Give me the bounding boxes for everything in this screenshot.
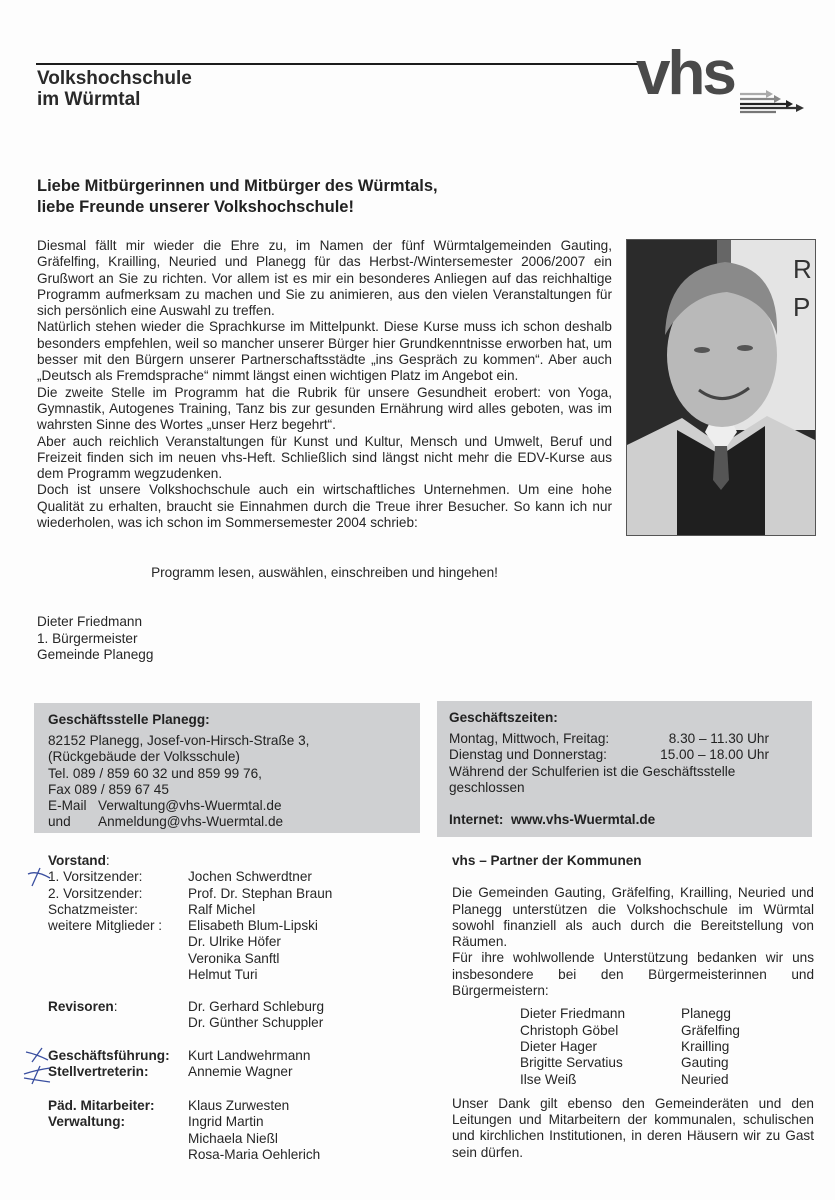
letter-paragraph: Doch ist unsere Volkshochschule auch ein wirtschaftliches Unternehmen. Um eine hohe Qualität zu erhalten, braucht sie Einnahmen durch die Treue ihrer Besucher. So kann ich nur wiederholen, was ich schon im Sommersemester 2004 schrieb: xyxy=(37,482,612,531)
board-row: weitere Mitglieder : Elisabeth Blum-Lipski xyxy=(48,918,318,934)
auditor-row xyxy=(48,1015,324,1031)
hours-time: 8.30 – 11.30 Uhr xyxy=(668,731,769,746)
internet-label: Internet: xyxy=(449,812,504,827)
hours-days: Montag, Mittwoch, Freitag: xyxy=(449,731,610,746)
hours-details xyxy=(449,731,804,796)
portrait-illustration xyxy=(627,240,815,535)
hours-row xyxy=(449,731,804,747)
arrows-icon xyxy=(740,90,804,114)
management-row: Geschäftsführung: Kurt Landwehrmann xyxy=(48,1048,311,1063)
hours-days: Dienstag und Donnerstag: xyxy=(449,747,607,763)
board-title: Vorstand: xyxy=(48,853,110,868)
staff-row: Michaela Nießl xyxy=(188,1130,278,1146)
hours-note: Während der Schulferien ist die Geschäftsstelle geschlossen xyxy=(449,763,736,795)
office-address: 82152 Planegg, Josef-von-Hirsch-Straße 3, xyxy=(48,733,310,748)
board-row: Veronika Sanftl xyxy=(188,950,280,966)
email-row xyxy=(48,798,309,814)
letter-paragraph: Die zweite Stelle im Programm hat die Rubrik für unsere Gesundheit erobert: von Yoga, Gymnastik, Autogenes Training, Tanz bis zur gesunden Ernährung wird alles geboten, was im wahrsten Sinne des Wortes „unser Herz begehrt“. xyxy=(37,384,612,433)
pen-cross-mark-icon xyxy=(26,866,52,888)
auditor-name: Dr. Günther Schuppler xyxy=(188,1015,324,1031)
email-link-verwaltung[interactable]: Verwaltung@vhs-Wuermtal.de xyxy=(98,798,282,814)
staff-row: Päd. Mitarbeiter: Klaus Zurwesten xyxy=(48,1098,290,1113)
greeting-line2: liebe Freunde unserer Volkshochschule! xyxy=(37,198,354,216)
office-phone: Tel. 089 / 859 60 32 und 859 99 76, xyxy=(48,765,262,781)
letter-motto: Programm lesen, auswählen, einschreiben und hingehen! xyxy=(151,565,498,580)
signature-block xyxy=(37,614,153,664)
portrait-photo xyxy=(626,239,816,536)
board-section xyxy=(48,853,332,983)
email-row xyxy=(48,814,309,830)
office-hours-box xyxy=(437,701,812,837)
management-section xyxy=(48,1048,310,1081)
auditor-row xyxy=(48,999,324,1015)
partner-section xyxy=(452,853,814,1161)
partner-paragraph: Unser Dank gilt ebenso den Gemeinderäten und den Leitungen und Mitarbeitern der kommunalen, schulischen und kirchlichen Institutionen, in deren Häusern wir zu Gast sein dürfen. xyxy=(452,1095,814,1160)
vhs-logo xyxy=(636,39,806,112)
email-link-anmeldung[interactable]: Anmeldung@vhs-Wuermtal.de xyxy=(98,814,284,830)
hours-title: Geschäftszeiten: xyxy=(449,710,558,725)
auditor-name: Dr. Gerhard Schleburg xyxy=(188,999,325,1014)
office-fax: Fax 089 / 859 67 45 xyxy=(48,781,169,797)
greeting-heading xyxy=(37,176,438,218)
org-title xyxy=(37,68,192,110)
signature-name: Dieter Friedmann xyxy=(37,614,143,629)
office-details xyxy=(48,733,309,831)
mayor-row: Brigitte Servatius Gauting xyxy=(520,1055,729,1071)
mayor-row: Dieter Hager Krailling xyxy=(520,1038,730,1054)
mayor-row: Christoph Göbel Gräfelfing xyxy=(520,1022,740,1038)
signature-title: 1. Bürgermeister xyxy=(37,630,138,646)
letter-body xyxy=(37,238,612,531)
office-title: Geschäftsstelle Planegg: xyxy=(48,712,210,727)
partner-paragraph: Für ihre wohlwollende Unterstützung bedanken wir uns insbesondere bei den Bürgermeisterinnen und Bürgermeistern: xyxy=(452,950,814,999)
pen-cross-mark-icon xyxy=(22,1064,52,1086)
internet-link[interactable]: www.vhs-Wuermtal.de xyxy=(510,812,656,827)
letter-paragraph: Aber auch reichlich Veranstaltungen für Kunst und Kultur, Mensch und Umwelt, Beruf und Freizeit finden sich im neuen vhs-Heft. Schließlich sind längst nicht mehr die EDV-Kurse aus dem Programm wegzudenken. xyxy=(37,433,612,482)
signature-org: Gemeinde Planegg xyxy=(37,647,154,662)
hours-time: 15.00 – 18.00 Uhr xyxy=(660,747,769,763)
header-rule xyxy=(36,63,638,65)
internet-line xyxy=(449,812,655,827)
partner-paragraph: Die Gemeinden Gauting, Gräfelfing, Krailling, Neuried und Planegg unterstützen die Volkshochschule im Würmtal sowohl finanziell als auch durch die Bereitstellung von Räumen. xyxy=(452,885,814,950)
auditors-label: Revisoren: xyxy=(48,999,118,1014)
auditors-section xyxy=(48,999,324,1032)
email-label: E-Mail xyxy=(48,798,87,814)
staff-row: Verwaltung: Ingrid Martin xyxy=(48,1114,264,1130)
greeting-line1: Liebe Mitbürgerinnen und Mitbürger des Würmtals, xyxy=(37,177,438,195)
staff-row: Rosa-Maria Oehlerich xyxy=(188,1146,321,1162)
pen-cross-mark-icon xyxy=(24,1046,50,1066)
logo-text: vhs xyxy=(636,39,734,108)
mayor-row: Dieter Friedmann Planegg xyxy=(520,1006,731,1022)
board-row: Helmut Turi xyxy=(188,967,258,983)
board-row: 2. Vorsitzender: Prof. Dr. Stephan Braun xyxy=(48,885,333,901)
and-label: und xyxy=(48,814,71,830)
org-title-line2: im Würmtal xyxy=(37,89,141,110)
office-info-box xyxy=(34,703,420,833)
management-row: Stellvertreterin: Annemie Wagner xyxy=(48,1064,293,1080)
svg-text:P: P xyxy=(793,292,811,322)
staff-section xyxy=(48,1098,320,1163)
board-row: Schatzmeister: Ralf Michel xyxy=(48,901,256,917)
office-address-note: (Rückgebäude der Volksschule) xyxy=(48,749,240,765)
org-title-line1: Volkshochschule xyxy=(37,68,192,89)
board-row: Dr. Ulrike Höfer xyxy=(188,934,281,950)
letter-paragraph: Natürlich stehen wieder die Sprachkurse im Mittelpunkt. Diese Kurse muss ich schon deshalb besonders empfehlen, weil so mancher unserer Bürger hier Grundkenntnisse erworben hat, um besser mit den Bürgern unserer Partnerschaftsstädte „ins Gespräch zu kommen“. Aber auch „Deutsch als Fremdsprache“ nimmt längst einen wichtigen Platz im Angebot ein. xyxy=(37,319,612,384)
letter-paragraph: Diesmal fällt mir wieder die Ehre zu, im Namen der fünf Würmtalgemeinden Gauting, Gräfelfing, Krailling, Neuried und Planegg für das Herbst-/Wintersemester 2006/2007 ein Grußwort an Sie zu richten. Vor allem ist es mir ein besonderes Anliegen auf das reichhaltige Programm aufmerksam zu machen und Sie zu animieren, aus den vielen Veranstaltungen für sich persönlich eine Auswahl zu treffen. xyxy=(37,238,612,319)
svg-text:R: R xyxy=(793,254,812,284)
partner-title: vhs – Partner der Kommunen xyxy=(452,853,642,868)
mayors-list xyxy=(452,1006,814,1087)
hours-row xyxy=(449,747,804,763)
mayor-row: Ilse Weiß Neuried xyxy=(520,1071,729,1087)
board-row: 1. Vorsitzender: Jochen Schwerdtner xyxy=(48,869,312,885)
